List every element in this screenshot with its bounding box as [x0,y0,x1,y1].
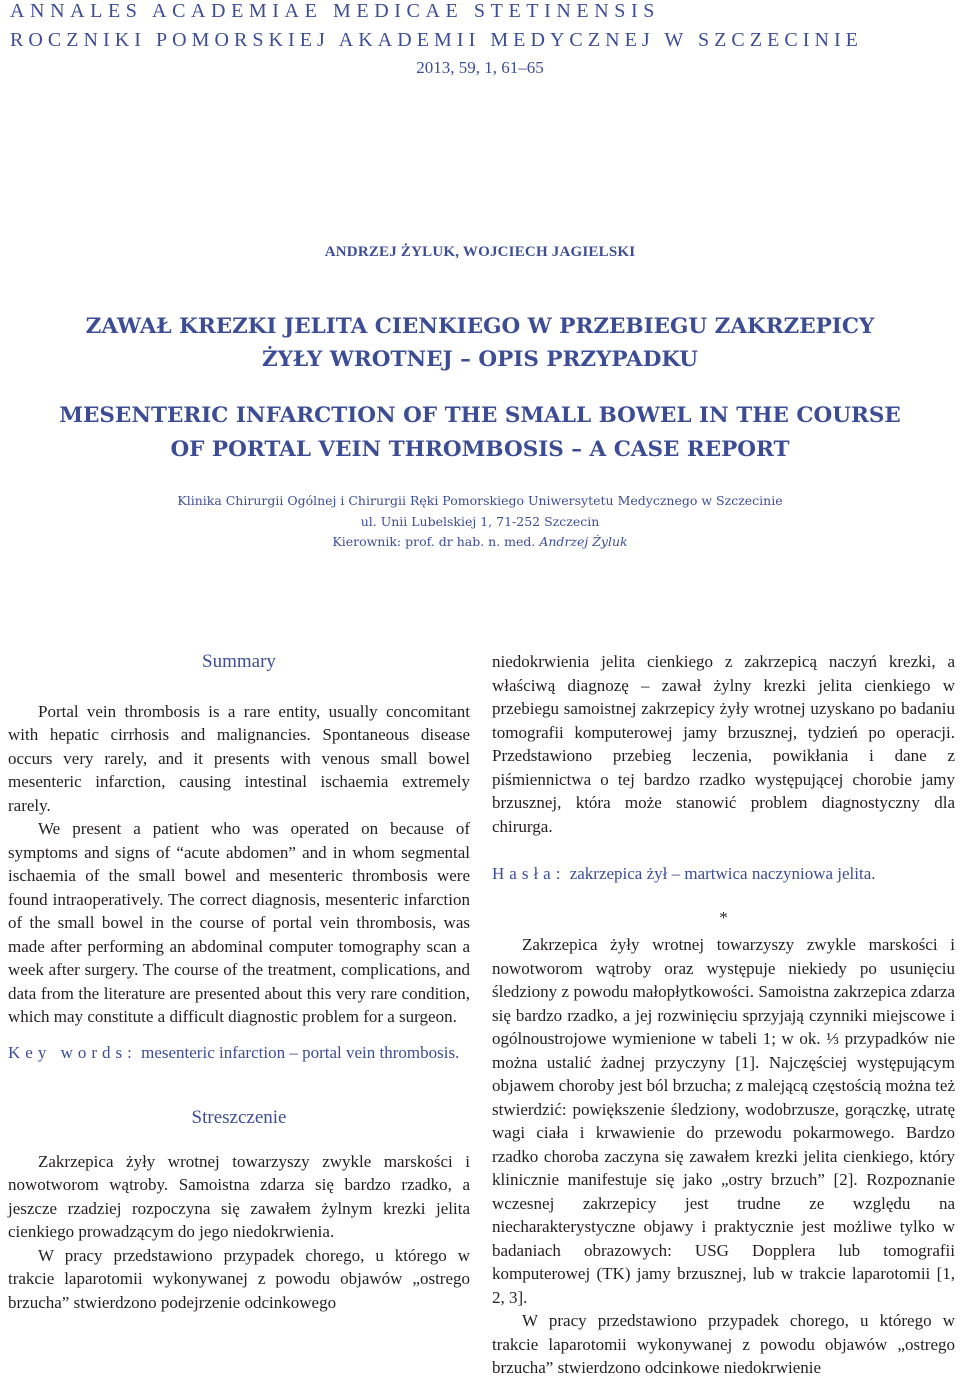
streszczenie-paragraph-2: W pracy przedstawiono przypadek chorego, u którego w trakcie laparotomii wykonywanej z powodu objawów „ostrego brzucha” stwierdzono podejrzenie odcinkowego [8,1245,470,1312]
hasla [492,862,955,886]
summary-heading: Summary [202,651,276,672]
affiliation-head [0,534,960,549]
affiliation-institution: Klinika Chirurgii Ogólnej i Chirurgii Ręki Pomorskiego Uniwersytetu Medycznego w Szczecinie [177,493,783,508]
title-polish-line-1: ZAWAŁ KREZKI JELITA CIENKIEGO W PRZEBIEGU ZAKRZEPICY [85,314,875,339]
summary-paragraph-1: Portal vein thrombosis is a rare entity, usually concomitant with hepatic cirrhosis and malignancies. Spontaneous disease occurs very rarely, and it presents with venous small bowel mesenteric infarction, causing intestinal ischaemia extremely rarely. [8,701,470,815]
title-english-line-2: OF PORTAL VEIN THROMBOSIS – A CASE REPORT [170,437,790,462]
hasla-text: zakrzepica żył – martwica naczyniowa jelita. [569,864,876,883]
body-paragraph-1: Zakrzepica żyły wrotnej towarzyszy zwykle marskości i nowotworom wątroby oraz występuje niekiedy po usunięciu śledziony z powodu małopłytkowości. Samoistna zakrzepica zdarza się bardzo rzadko, a jej rozwinięciu sprzyjają czynniki miejscowe i ogólnoustrojowe wymienione w tabeli 1; w ok. ⅓ przypadków nie można ustalić żadnej przyczyny [1]. Najczęściej występującym objawem choroby jest ból brzucha; z malejącą częstością można też stwierdzić: powiększenie śledziony, wodobrzusze, gorączkę, utratę wagi ciała i krwawienie do przewodu pokarmowego. Bardzo rzadko choroba zaczyna się zawałem krezki jelita cienkiego, który klinicznie manifestuje się jako „ostry brzuch” [2]. Rozpoznanie wczesnej zakrzepicy jest trudne ze względu na niecharakterystyczne objawy i praktycznie jest możliwe tylko w badaniach obrazowych: USG Dopplera lub tomografii komputerowej (TK) jamy brzusznej, lub w trakcie laparotomii [1, 2, 3]. [492,935,955,1307]
body-paragraph-2: W pracy przedstawiono przypadek chorego, u którego w trakcie laparotomii wykonywanej z powodu objawów „ostrego brzucha” stwierdzono odcinkowe niedokrwienie [492,1311,955,1377]
title-polish-line-2: ŻYŁY WROTNEJ – OPIS PRZYPADKU [261,347,699,372]
journal-name-polish: ROCZNIKI POMORSKIEJ AKADEMII MEDYCZNEJ W SZCZECINIE [10,29,863,51]
affiliation-head-name: Andrzej Żyluk [539,534,628,549]
affiliation-address: ul. Unii Lubelskiej 1, 71-252 Szczecin [360,514,600,529]
streszczenie-paragraph-1: Zakrzepica żyły wrotnej towarzyszy zwykle marskości i nowotworom wątroby. Samoistna zdarza się bardzo rzadko, a jeszcze rzadziej rozpoczyna się zawałem żylnym krezki jelita cienkiego prowadzącym do jego niedokrwienia. [8,1151,470,1241]
key-words [8,1041,470,1065]
affiliation-head-prefix: Kierownik: prof. dr hab. n. med. [332,534,536,549]
left-column [8,650,470,1314]
hasla-label: Hasła: [492,864,566,883]
author-list: ANDRZEJ ŻYLUK, WOJCIECH JAGIELSKI [324,244,636,260]
right-column [492,650,955,1380]
summary-paragraph-2: We present a patient who was operated on because of symptoms and signs of “acute abdomen” and in whom segmental ischaemia of the small bowel and mesenteric thrombosis were found intraoperatively. The correct diagnosis, mesenteric infarction of the small bowel in the course of portal vein thrombosis, was made after performing an abdominal computer tomography scan a week after surgery. The course of the treatment, complications, and data from the literature are presented about this very rare condition, which may constitute a difficult diagnostic problem for a surgeon. [8,819,470,1026]
streszczenie-continued: niedokrwienia jelita cienkiego z zakrzepicą naczyń krezki, a właściwą diagnozę – zawał żylny krezki jelita cienkiego w przebiegu samoistnej zakrzepicy żyły wrotnej uzyskano po badaniu tomografii komputerowej jamy brzusznej, tydzień po operacji. Przedstawiono przebieg leczenia, powikłania i dane z piśmiennictwa o tej bardzo rzadko występującej chorobie jamy brzusznej, która może stanowić problem diagnostyczny dla chirurga. [492,652,955,836]
journal-name-latin: ANNALES ACADEMIAE MEDICAE STETINENSIS [10,0,660,22]
key-words-label: Key words: [8,1042,137,1062]
key-words-text: mesenteric infarction – portal vein thrombosis. [141,1042,460,1062]
title-english-line-1: MESENTERIC INFARCTION OF THE SMALL BOWEL IN THE COURSE [59,403,901,428]
section-separator: * [719,907,728,927]
journal-citation: 2013, 59, 1, 61–65 [416,58,544,77]
streszczenie-heading: Streszczenie [191,1107,287,1128]
